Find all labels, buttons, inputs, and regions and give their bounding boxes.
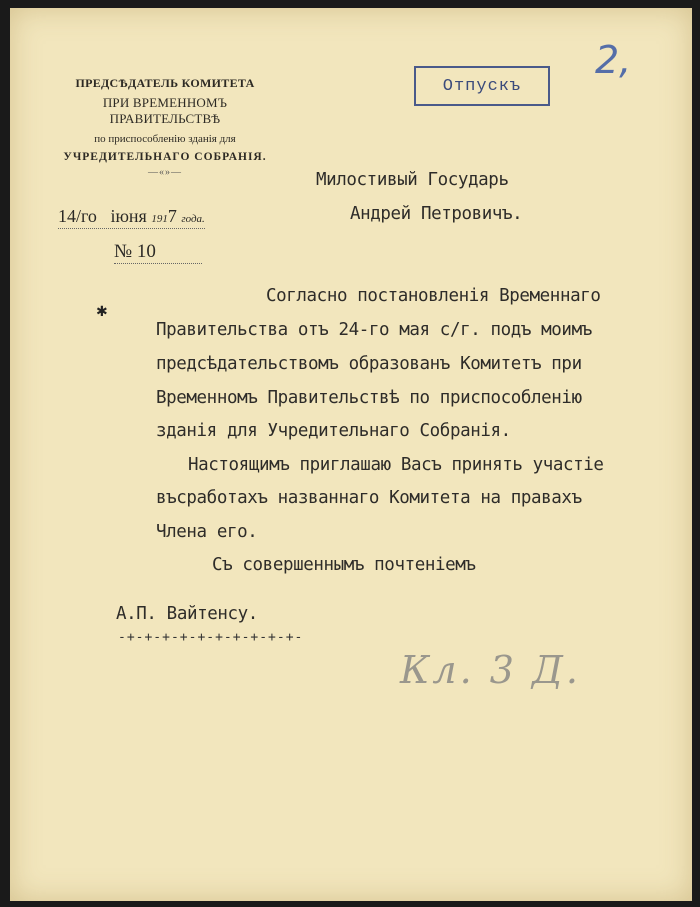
ink-blot: ✱	[96, 305, 108, 320]
number-symbol: №	[114, 241, 133, 262]
addressee-underline: -+-+-+-+-+-+-+-+-+-+-	[118, 630, 304, 645]
salutation-line-1: Милостивый Государь	[316, 170, 509, 190]
body-line-1: Согласно постановленія Временнаго	[266, 286, 601, 306]
date-year-prefix: 191	[151, 213, 168, 225]
addressee: А.П. Вайтенсу.	[116, 604, 258, 624]
date-month: іюня	[110, 206, 147, 226]
body-line-2: Правительства отъ 24-го мая с/г. подъ моимъ	[156, 320, 592, 340]
pencil-annotation: Кл. 3 Д.	[400, 648, 581, 692]
body-line-4: Временномъ Правительствѣ по приспособленію	[156, 388, 582, 408]
date-day: 14/го	[58, 206, 97, 226]
body-line-3: предсѣдательствомъ образованъ Комитетъ при	[156, 354, 582, 374]
date-year-digit: 7	[167, 206, 177, 226]
document-sheet	[10, 8, 692, 901]
body-line-8: Члена его.	[156, 522, 258, 542]
document-number	[114, 241, 202, 264]
letterhead-line-3: по приспособленію зданія для	[94, 133, 236, 145]
stamp-box	[414, 66, 550, 106]
page-number: 2,	[595, 38, 632, 82]
body-line-7: въсработахъ названнаго Комитета на правахъ	[156, 488, 582, 508]
letterhead-line-1: ПРЕДСѢДАТЕЛЬ КОМИТЕТА	[75, 76, 255, 90]
body-line-6: Настоящимъ приглашаю Васъ принять участіе	[188, 455, 604, 475]
letterhead-line-4: УЧРЕДИТЕЛЬНАГО СОБРАНІЯ.	[63, 151, 267, 163]
letterhead	[50, 76, 280, 178]
letterhead-line-2: ПРИ ВРЕМЕННОМЪ ПРАВИТЕЛЬСТВѢ	[102, 95, 228, 126]
date-line	[58, 206, 205, 229]
closing-line: Съ совершеннымъ почтеніемъ	[212, 555, 476, 575]
body-line-5: зданія для Учредительнаго Собранія.	[156, 421, 511, 441]
ornament-divider: —«»—	[148, 167, 182, 178]
date-suffix: года.	[181, 213, 205, 225]
salutation-line-2: Андрей Петровичъ.	[350, 204, 523, 224]
number-value: 10	[136, 241, 156, 262]
stamp-text: Отпускъ	[442, 76, 522, 96]
